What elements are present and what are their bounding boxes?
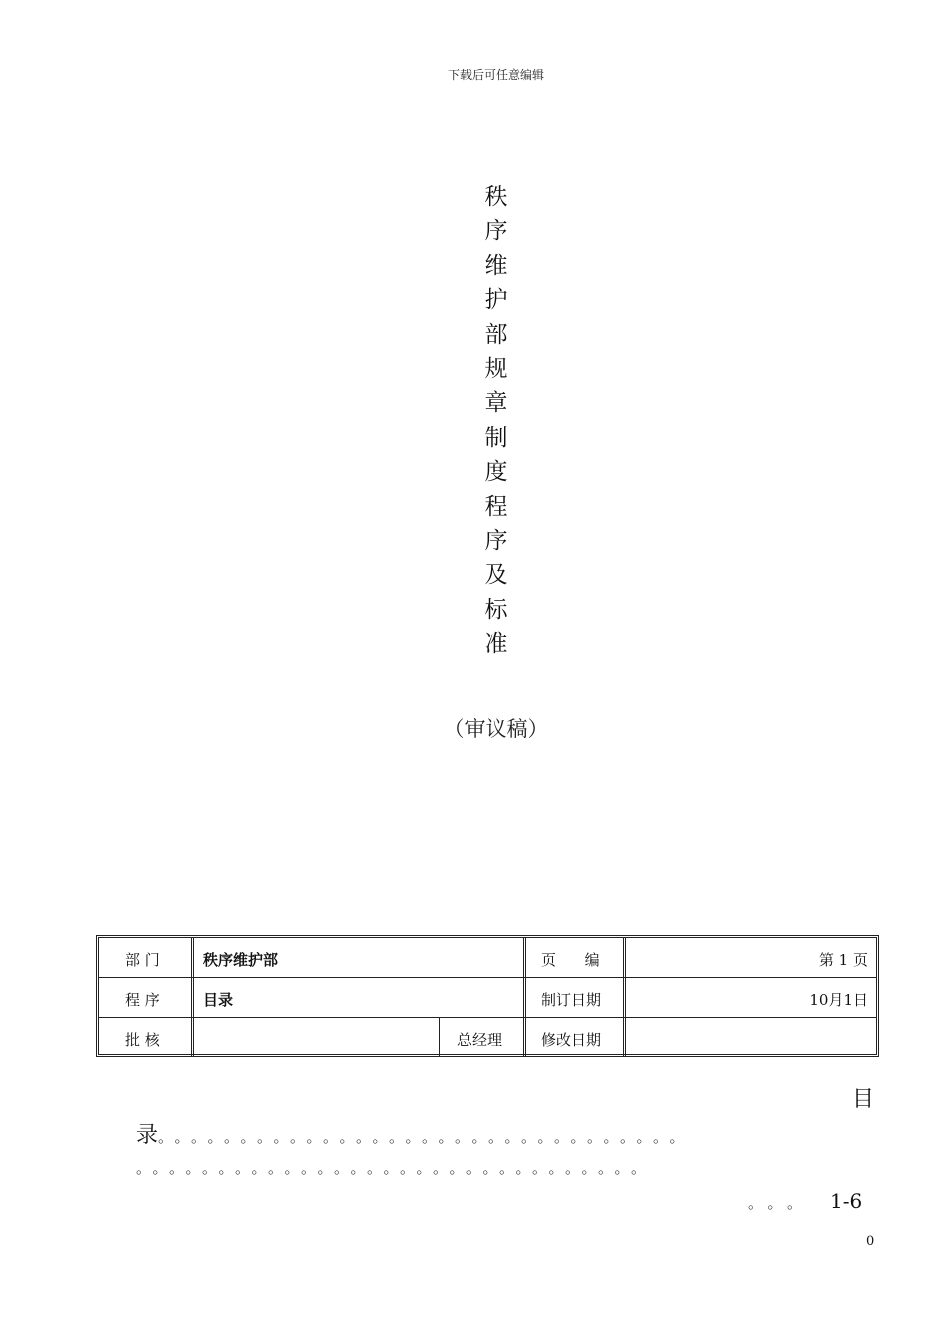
title-char: 秩 xyxy=(484,184,508,210)
title-char: 准 xyxy=(484,631,508,658)
title-char: 及 xyxy=(484,562,508,589)
title-char: 序 xyxy=(484,528,508,555)
toc-leader-dots: 。。。。。。。。。。。。。。。。。。。。。。。。。。。。。。。 xyxy=(136,1159,656,1177)
title-char: 度 xyxy=(484,459,508,486)
toc-page-range: 1-6 xyxy=(830,1189,863,1213)
info-table xyxy=(96,935,879,1057)
divider xyxy=(523,1018,526,1057)
divider xyxy=(439,1018,440,1057)
dept-value: 秩序维护部 xyxy=(203,951,279,969)
toc-pages xyxy=(748,1189,862,1213)
toc-leader-dots: 。。。。。。。。。。。。。。。。。。。。。。。。。。。。。。。。 xyxy=(158,1128,694,1146)
page-value: 第 1 页 xyxy=(818,951,868,969)
divider xyxy=(623,978,626,1017)
divider xyxy=(523,938,526,977)
divider xyxy=(191,1018,194,1057)
gm-label: 总经理 xyxy=(457,1031,503,1049)
toc-heading: 目 xyxy=(852,1087,875,1112)
page-number: 0 xyxy=(866,1234,875,1249)
title-char: 程 xyxy=(484,493,508,520)
program-value: 目录 xyxy=(203,991,234,1009)
divider xyxy=(191,978,194,1017)
header-note: 下载后可任意编辑 xyxy=(447,68,544,82)
table-row xyxy=(99,978,876,1018)
divider xyxy=(623,938,626,977)
table-row xyxy=(99,1018,876,1057)
made-date-value: 10月1日 xyxy=(809,991,868,1009)
divider xyxy=(191,938,194,977)
title-char: 章 xyxy=(484,390,508,417)
divider xyxy=(523,978,526,1017)
title-char: 制 xyxy=(484,424,508,451)
toc-line xyxy=(136,1157,655,1178)
toc-first-char: 录 xyxy=(136,1123,159,1148)
title-char: 规 xyxy=(484,356,508,383)
draft-note: （审议稿） xyxy=(443,717,549,741)
approve-label: 批 核 xyxy=(125,1031,160,1049)
title-char: 序 xyxy=(484,218,508,245)
toc-leader-dots: 。。。 xyxy=(748,1194,815,1212)
made-date-label: 制订日期 xyxy=(541,991,602,1009)
program-label: 程 序 xyxy=(125,991,160,1009)
revise-date-label: 修改日期 xyxy=(541,1031,602,1049)
table-row xyxy=(99,938,876,978)
title-char: 标 xyxy=(484,596,508,623)
title-char: 护 xyxy=(484,287,508,314)
page-label: 页 编 xyxy=(541,951,600,969)
title-char: 部 xyxy=(484,321,508,348)
title-char: 维 xyxy=(484,252,508,279)
divider xyxy=(623,1018,626,1057)
dept-label: 部 门 xyxy=(125,951,160,969)
document-title xyxy=(480,180,512,662)
toc-line xyxy=(136,1118,694,1149)
